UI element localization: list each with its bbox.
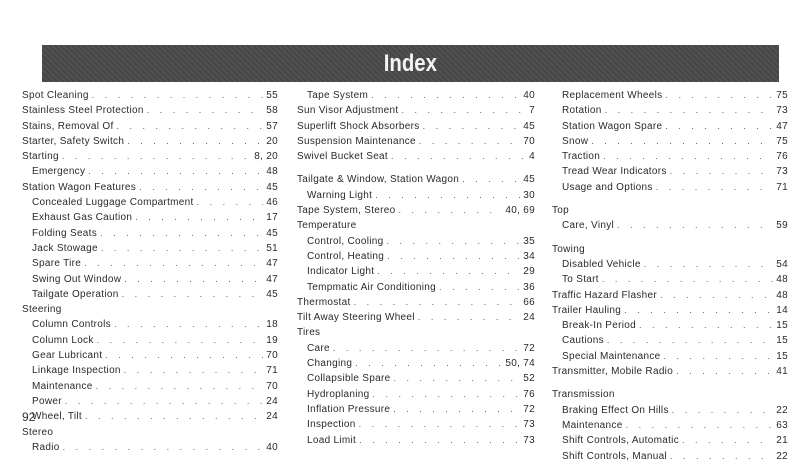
entry-label: Transmitter, Mobile Radio: [552, 366, 674, 378]
entry-page-ref: 22: [776, 450, 788, 462]
index-subentry: [552, 105, 788, 120]
dot-leader: [105, 350, 263, 360]
index-subentry: [297, 404, 535, 419]
dot-leader: [63, 442, 264, 452]
entry-page-ref: 29: [523, 266, 535, 278]
index-header-banner: [42, 45, 779, 82]
entry-page-ref: 63: [776, 419, 788, 431]
entry-page-ref: 36: [523, 281, 535, 293]
entry-page-ref: 73: [776, 166, 788, 178]
dot-leader: [665, 121, 773, 131]
dot-leader: [124, 274, 263, 284]
entry-page-ref: 52: [523, 373, 535, 385]
page-number: 92: [22, 410, 36, 424]
dot-leader: [672, 405, 774, 415]
index-subentry: [297, 251, 535, 266]
dot-leader: [100, 228, 263, 238]
dot-leader: [124, 365, 263, 375]
dot-leader: [665, 90, 773, 100]
entry-label: Swivel Bucket Seat: [297, 151, 388, 163]
entry-label: Warning Light: [307, 189, 373, 201]
index-subentry: [552, 274, 788, 289]
index-subentry: [297, 373, 535, 388]
entry-label: Rotation: [562, 105, 602, 117]
index-subentry: [297, 236, 535, 251]
dot-leader: [656, 182, 774, 192]
dot-leader: [670, 166, 774, 176]
dot-leader: [439, 282, 520, 292]
entry-page-ref: 70: [266, 350, 278, 362]
index-entry: [297, 205, 535, 220]
index-entry: [22, 121, 278, 136]
entry-page-ref: 66: [523, 296, 535, 308]
entry-page-ref: 75: [776, 90, 788, 101]
entry-page-ref: 47: [776, 120, 788, 132]
entry-label: Transmission: [552, 389, 615, 401]
entry-label: Load Limit: [307, 434, 357, 446]
dot-leader: [84, 258, 263, 268]
index-subentry: [22, 243, 278, 258]
entry-label: Column Controls: [32, 319, 111, 331]
entry-page-ref: 24: [523, 312, 535, 324]
entry-page-ref: 50, 74: [505, 358, 535, 370]
entry-label: Stains, Removal Of: [22, 120, 114, 132]
index-subentry: [22, 319, 278, 334]
entry-page-ref: 24: [266, 411, 278, 423]
entry-label: Care: [307, 342, 330, 354]
page-title: Index: [383, 49, 438, 77]
index-subentry: [22, 289, 278, 304]
dot-leader: [591, 136, 773, 146]
entry-page-ref: 15: [776, 350, 788, 362]
dot-leader: [139, 182, 263, 192]
dot-leader: [88, 166, 263, 176]
entry-label: Control, Heating: [307, 250, 385, 262]
index-subentry: [552, 451, 788, 466]
dot-leader: [65, 396, 263, 406]
index-subentry: [297, 358, 535, 373]
dot-leader: [670, 451, 773, 461]
index-entry: [552, 305, 788, 320]
index-entry: [22, 182, 278, 197]
entry-page-ref: 40: [266, 441, 278, 453]
entry-label: Inflation Pressure: [307, 403, 391, 415]
dot-leader: [377, 266, 520, 276]
dot-leader: [135, 212, 263, 222]
entry-page-ref: 41: [776, 366, 788, 378]
index-entry: [297, 312, 535, 327]
index-subentry: [22, 212, 278, 227]
dot-leader: [355, 358, 502, 368]
index-subentry: [297, 282, 535, 297]
dot-leader: [423, 121, 521, 131]
entry-label: Tires: [297, 327, 321, 339]
dot-leader: [97, 335, 264, 345]
entry-page-ref: 21: [776, 435, 788, 447]
entry-label: Changing: [307, 358, 353, 370]
dot-leader: [393, 373, 520, 383]
entry-label: To Start: [562, 274, 599, 286]
entry-label: Swing Out Window: [32, 273, 122, 285]
entry-label: Thermostat: [297, 296, 351, 308]
entry-label: Stainless Steel Protection: [22, 105, 144, 117]
entry-label: Tempmatic Air Conditioning: [307, 281, 436, 293]
entry-label: Power: [32, 395, 62, 407]
index-subentry: [552, 90, 788, 105]
index-subentry: [297, 190, 535, 205]
entry-page-ref: 48: [776, 289, 788, 301]
entry-label: Tailgate Operation: [32, 288, 119, 300]
dot-leader: [387, 236, 521, 246]
entry-page-ref: 34: [523, 250, 535, 262]
dot-leader: [644, 259, 774, 269]
dot-leader: [664, 351, 774, 361]
dot-leader: [354, 297, 521, 307]
entry-page-ref: 45: [523, 120, 535, 132]
entry-label: Stereo: [22, 426, 54, 438]
index-entry: [22, 90, 278, 105]
entry-label: Shift Controls, Manual: [562, 450, 667, 462]
entry-label: Collapsible Spare: [307, 373, 391, 385]
dot-leader: [393, 404, 520, 414]
index-subentry: [297, 266, 535, 281]
entry-label: Tailgate & Window, Station Wagon: [297, 174, 460, 186]
entry-label: Braking Effect On Hills: [562, 404, 669, 416]
entry-page-ref: 35: [523, 235, 535, 247]
entry-label: Station Wagon Features: [22, 181, 137, 193]
entry-page-ref: 46: [266, 197, 278, 209]
dot-leader: [333, 343, 520, 353]
entry-label: Column Lock: [32, 334, 94, 346]
entry-label: Traction: [562, 151, 601, 163]
entry-page-ref: 47: [266, 273, 278, 285]
index-subentry: [22, 365, 278, 380]
dot-leader: [373, 389, 521, 399]
dot-leader: [359, 435, 520, 445]
entry-page-ref: 70: [266, 380, 278, 392]
entry-page-ref: 71: [776, 181, 788, 193]
entry-page-ref: 55: [266, 90, 278, 101]
entry-page-ref: 40, 69: [505, 205, 535, 217]
entry-label: Traffic Hazard Flasher: [552, 289, 657, 301]
dot-leader: [418, 312, 520, 322]
index-entry: [552, 389, 788, 404]
entry-label: Trailer Hauling: [552, 304, 622, 316]
index-entry: [22, 427, 278, 442]
index-entry: [297, 136, 535, 151]
entry-page-ref: 45: [266, 181, 278, 193]
entry-page-ref: 30: [523, 189, 535, 201]
index-subentry: [552, 435, 788, 450]
entry-label: Control, Cooling: [307, 235, 384, 247]
entry-label: Gear Lubricant: [32, 350, 103, 362]
entry-page-ref: 59: [776, 220, 788, 232]
dot-leader: [114, 319, 263, 329]
entry-page-ref: 40: [523, 90, 535, 101]
entry-page-ref: 76: [523, 388, 535, 400]
entry-label: Folding Seats: [32, 227, 98, 239]
entry-label: Linkage Inspection: [32, 365, 121, 377]
dot-leader: [117, 121, 264, 131]
index-entry: [22, 136, 278, 151]
index-subentry: [297, 389, 535, 404]
index-entry: [297, 105, 535, 120]
index-subentry: [22, 335, 278, 350]
dot-leader: [617, 220, 773, 230]
entry-page-ref: 72: [523, 403, 535, 415]
entry-label: Wheel, Tilt: [32, 411, 82, 423]
entry-page-ref: 72: [523, 342, 535, 354]
entry-label: Indicator Light: [307, 266, 375, 278]
entry-label: Inspection: [307, 419, 356, 431]
entry-label: Starting: [22, 151, 59, 163]
index-subentry: [297, 90, 535, 105]
entry-label: Tape System: [307, 90, 369, 101]
dot-leader: [602, 274, 773, 284]
entry-label: Towing: [552, 243, 585, 255]
entry-page-ref: 4: [529, 151, 535, 163]
entry-page-ref: 7: [529, 105, 535, 117]
index-subentry: [552, 351, 788, 366]
entry-label: Spare Tire: [32, 258, 82, 270]
index-entry: [297, 174, 535, 189]
index-entry: [552, 205, 788, 220]
index-subentry: [22, 442, 278, 457]
entry-label: Snow: [562, 135, 589, 147]
dot-leader: [607, 335, 773, 345]
index-subentry: [22, 197, 278, 212]
entry-page-ref: 15: [776, 335, 788, 347]
entry-label: Usage and Options: [562, 181, 653, 193]
index-subentry: [297, 435, 535, 450]
entry-label: Special Maintenance: [562, 350, 661, 362]
dot-leader: [624, 305, 773, 315]
entry-page-ref: 45: [523, 174, 535, 186]
dot-leader: [122, 289, 264, 299]
dot-leader: [676, 366, 773, 376]
entry-label: Replacement Wheels: [562, 90, 663, 101]
entry-label: Cautions: [562, 335, 604, 347]
entry-label: Spot Cleaning: [22, 90, 89, 101]
index-subentry: [22, 381, 278, 396]
index-subentry: [552, 335, 788, 350]
entry-page-ref: 17: [266, 212, 278, 224]
entry-page-ref: 24: [266, 395, 278, 407]
index-subentry: [22, 274, 278, 289]
entry-label: Tape System, Stereo: [297, 205, 396, 217]
dot-leader: [626, 420, 774, 430]
entry-page-ref: 18: [266, 319, 278, 331]
index-subentry: [552, 259, 788, 274]
index-column-2: [297, 90, 535, 450]
index-subentry: [552, 420, 788, 435]
entry-page-ref: 73: [523, 419, 535, 431]
index-entry: [552, 290, 788, 305]
entry-label: Temperature: [297, 220, 357, 232]
entry-page-ref: 45: [266, 227, 278, 239]
entry-label: Disabled Vehicle: [562, 258, 641, 270]
entry-label: Concealed Luggage Compartment: [32, 197, 194, 209]
index-subentry: [552, 320, 788, 335]
entry-page-ref: 75: [776, 135, 788, 147]
index-subentry: [22, 166, 278, 181]
dot-leader: [387, 251, 520, 261]
entry-label: Shift Controls, Automatic: [562, 435, 679, 447]
entry-label: Break-In Period: [562, 320, 636, 332]
dot-leader: [127, 136, 263, 146]
entry-page-ref: 15: [776, 320, 788, 332]
dot-leader: [85, 411, 263, 421]
index-entry: [22, 304, 278, 319]
index-subentry: [297, 419, 535, 434]
index-subentry: [552, 166, 788, 181]
dot-leader: [62, 151, 251, 161]
index-subentry: [297, 343, 535, 358]
dot-leader: [359, 419, 521, 429]
index-subentry: [22, 411, 278, 426]
entry-label: Starter, Safety Switch: [22, 135, 125, 147]
index-entry: [297, 151, 535, 166]
index-subentry: [552, 182, 788, 197]
entry-page-ref: 73: [776, 105, 788, 117]
index-column-3: [552, 90, 788, 466]
entry-label: Maintenance: [562, 419, 623, 431]
entry-page-ref: 58: [266, 105, 278, 117]
index-subentry: [552, 151, 788, 166]
dot-leader: [399, 205, 503, 215]
entry-page-ref: 71: [266, 365, 278, 377]
entry-label: Tilt Away Steering Wheel: [297, 312, 415, 324]
index-entry: [552, 244, 788, 259]
index-entry: [297, 121, 535, 136]
dot-leader: [462, 174, 520, 184]
entry-page-ref: 48: [266, 166, 278, 178]
index-subentry: [552, 121, 788, 136]
entry-label: Radio: [32, 441, 60, 453]
entry-label: Emergency: [32, 166, 86, 178]
dot-leader: [401, 105, 526, 115]
entry-page-ref: 70: [523, 135, 535, 147]
index-subentry: [552, 136, 788, 151]
entry-page-ref: 73: [523, 434, 535, 446]
index-entry: [552, 366, 788, 381]
dot-leader: [371, 90, 520, 100]
dot-leader: [391, 151, 526, 161]
entry-label: Suspension Maintenance: [297, 135, 416, 147]
entry-page-ref: 48: [776, 274, 788, 286]
entry-page-ref: 54: [776, 258, 788, 270]
index-entry: [297, 327, 535, 342]
entry-page-ref: 45: [266, 288, 278, 300]
entry-label: Superlift Shock Absorbers: [297, 120, 420, 132]
index-subentry: [552, 220, 788, 235]
dot-leader: [639, 320, 773, 330]
dot-leader: [660, 290, 773, 300]
index-subentry: [552, 405, 788, 420]
entry-label: Sun Visor Adjustment: [297, 105, 399, 117]
entry-label: Station Wagon Spare: [562, 120, 663, 132]
entry-page-ref: 14: [776, 304, 788, 316]
entry-label: Tread Wear Indicators: [562, 166, 667, 178]
dot-leader: [101, 243, 263, 253]
entry-page-ref: 19: [266, 334, 278, 346]
dot-leader: [603, 151, 773, 161]
index-entry: [297, 220, 535, 235]
entry-label: Care, Vinyl: [562, 220, 615, 232]
index-entry: [297, 297, 535, 312]
entry-page-ref: 8, 20: [254, 151, 278, 163]
entry-page-ref: 51: [266, 242, 278, 254]
entry-page-ref: 57: [266, 120, 278, 132]
entry-label: Steering: [22, 304, 62, 316]
dot-leader: [375, 190, 520, 200]
dot-leader: [605, 105, 774, 115]
index-subentry: [22, 350, 278, 365]
entry-page-ref: 22: [776, 404, 788, 416]
index-column-1: [22, 90, 278, 457]
entry-label: Maintenance: [32, 380, 93, 392]
index-entry: [22, 105, 278, 120]
dot-leader: [419, 136, 520, 146]
dot-leader: [682, 435, 773, 445]
index-subentry: [22, 228, 278, 243]
entry-page-ref: 20: [266, 135, 278, 147]
entry-label: Exhaust Gas Caution: [32, 212, 133, 224]
index-subentry: [22, 258, 278, 273]
entry-label: Jack Stowage: [32, 242, 98, 254]
dot-leader: [147, 105, 264, 115]
entry-label: Hydroplaning: [307, 388, 370, 400]
dot-leader: [96, 381, 264, 391]
entry-label: Top: [552, 205, 570, 217]
index-entry: [22, 151, 278, 166]
index-subentry: [22, 396, 278, 411]
dot-leader: [197, 197, 264, 207]
entry-page-ref: 76: [776, 151, 788, 163]
dot-leader: [92, 90, 264, 100]
entry-page-ref: 47: [266, 258, 278, 270]
